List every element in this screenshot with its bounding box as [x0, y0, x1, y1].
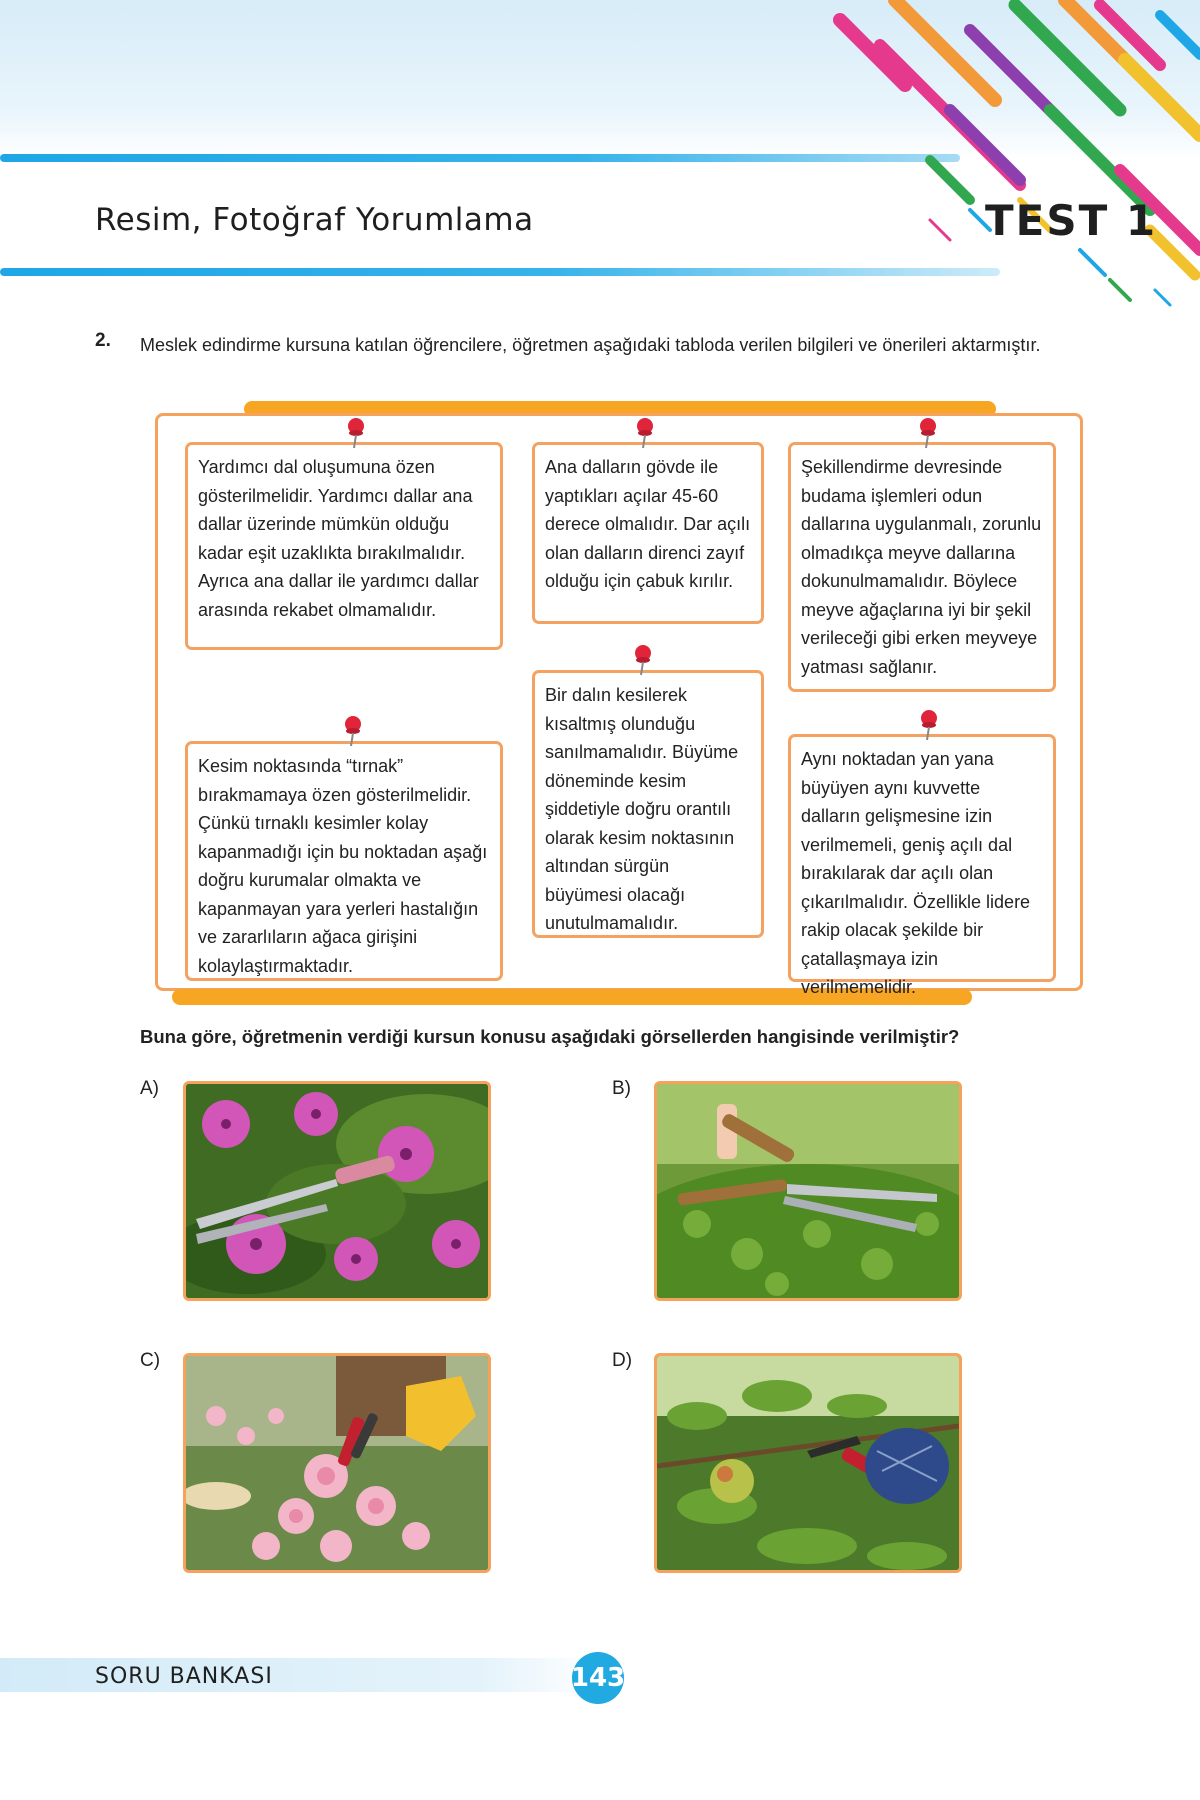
- footer-book-label: SORU BANKASI: [95, 1664, 273, 1689]
- pruning-flowers-photo: [186, 1084, 488, 1298]
- page-number: 143: [572, 1652, 624, 1704]
- note-text-2: Ana dalların gövde ile yaptıkları açılar 45-60 derece olmalıdır. Dar açılı olan dalların direnci zayıf olduğu için çabuk kırılır.: [545, 457, 751, 591]
- test-label: TEST 1: [985, 196, 1158, 245]
- option-c-photo[interactable]: [183, 1353, 491, 1573]
- question-prompt: Buna göre, öğretmenin verdiği kursun konusu aşağıdaki görsellerden hangisinde verilmiştir?: [140, 1026, 960, 1047]
- option-c-label[interactable]: C): [140, 1350, 161, 1371]
- note-card-6: [788, 734, 1056, 997]
- note-card-4: [185, 741, 503, 981]
- option-a-photo[interactable]: [183, 1081, 491, 1301]
- chapter-title: Resim, Fotoğraf Yorumlama: [95, 202, 534, 238]
- rose-cutting-photo: [186, 1356, 488, 1570]
- pushpin-icon: [632, 643, 654, 677]
- hedge-trimming-photo: [657, 1084, 959, 1298]
- pushpin-icon: [342, 714, 364, 748]
- note-text-1: Yardımcı dal oluşumuna özen gösterilmelidir. Yardımcı dallar ana dallar üzerinde mümkün olduğu kadar eşit uzaklıkta bırakılmalıdır. Ayrıca ana dallar ile yardımcı dallar arasında rekabet olmamalıdır.: [198, 457, 479, 620]
- pushpin-icon: [634, 416, 656, 450]
- note-card-3: [788, 442, 1056, 692]
- header-divider-top: [0, 154, 960, 162]
- note-text-4: Kesim noktasında “tırnak” bırakmamaya özen gösterilmelidir. Çünkü tırnaklı kesimler kolay kapanmadığı için bu noktadan aşağı doğru kurumalar olmakta ve kapanmayan yara yerleri hastalığın ve zararlıların ağaca girişini kolaylaştırmaktadır.: [198, 756, 488, 976]
- note-text-5: Bir dalın kesilerek kısaltmış olunduğu sanılmamalıdır. Büyüme döneminde kesim şiddetiyle doğru orantılı olarak kesim noktasının altından sürgün büyümesi olacağı unutulmamalıdır.: [545, 685, 739, 933]
- fruit-tree-pruning-photo: [657, 1356, 959, 1570]
- option-d-label[interactable]: D): [612, 1350, 633, 1371]
- option-a-label[interactable]: A): [140, 1078, 159, 1099]
- question-text: Meslek edindirme kursuna katılan öğrencilere, öğretmen aşağıdaki tabloda verilen bilgileri ve önerileri aktarmıştır.: [140, 335, 1041, 355]
- note-text-6: Aynı noktadan yan yana büyüyen aynı kuvvette dalların gelişmesine izin verilmemeli, geniş açılı dal bırakılarak dar açılı olan çıkarılmalıdır. Özellikle lidere rakip olacak şekilde bir çatallaşmaya izin verilmemelidir.: [801, 749, 1031, 997]
- footer-band: [0, 1658, 600, 1692]
- option-d-photo[interactable]: [654, 1353, 962, 1573]
- question-number: 2.: [95, 330, 111, 351]
- note-card-1: [185, 442, 503, 650]
- option-b-photo[interactable]: [654, 1081, 962, 1301]
- note-card-2: [532, 442, 764, 624]
- pushpin-icon: [345, 416, 367, 450]
- note-card-5: [532, 670, 764, 938]
- pushpin-icon: [917, 416, 939, 450]
- note-text-3: Şekillendirme devresinde budama işlemleri odun dallarına uygulanmalı, zorunlu olmadıkça meyve dallarına dokunulmamalıdır. Böylece meyve ağaçlarına iyi bir şekil verileceği gibi erken meyveye yatması sağlanır.: [801, 457, 1042, 677]
- header-divider-bottom: [0, 268, 1000, 276]
- option-b-label[interactable]: B): [612, 1078, 631, 1099]
- pushpin-icon: [918, 708, 940, 742]
